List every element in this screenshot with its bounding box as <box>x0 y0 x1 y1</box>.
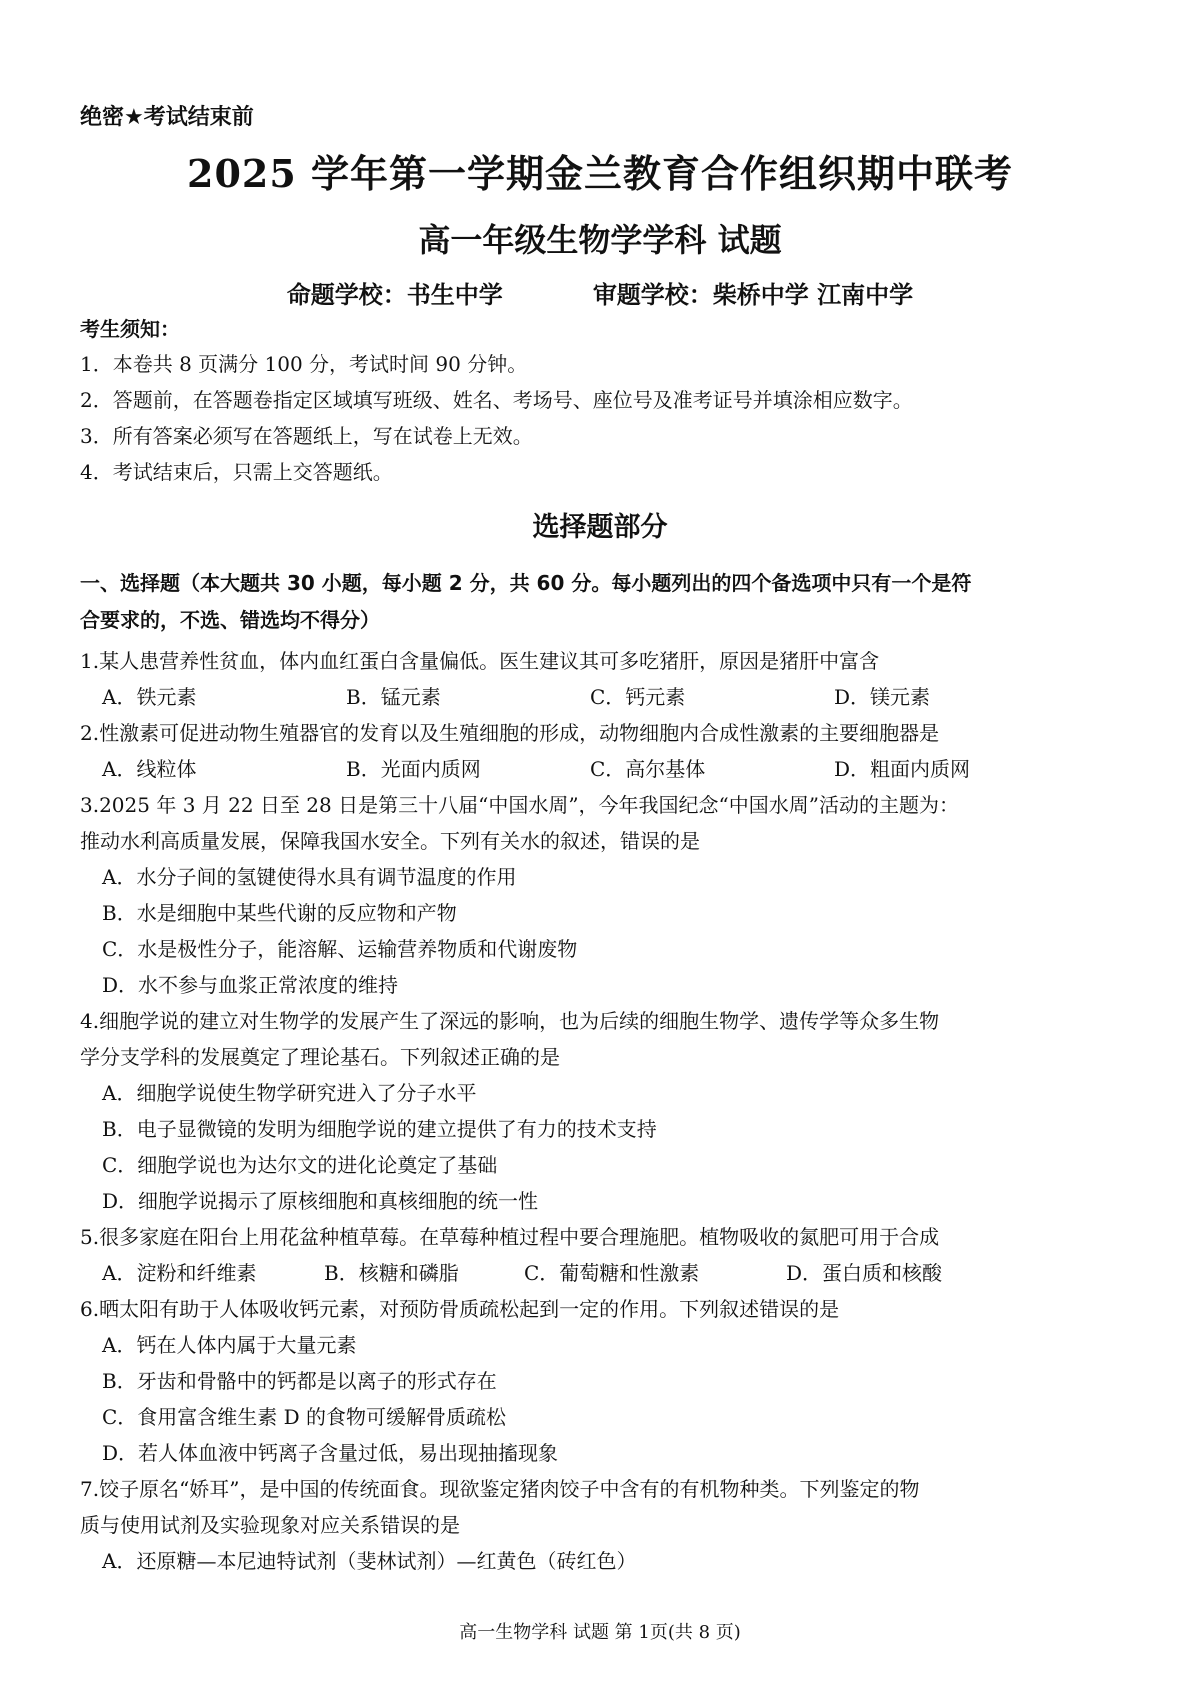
question-1 <box>80 643 1140 715</box>
option-d: D．水不参与血浆正常浓度的维持 <box>102 973 399 997</box>
option-d: D．细胞学说揭示了原核细胞和真核细胞的统一性 <box>102 1189 539 1213</box>
option-row <box>80 679 1140 715</box>
question-2 <box>80 715 1140 787</box>
option-a: A．钙在人体内属于大量元素 <box>102 1333 357 1357</box>
question-stem: 7.饺子原名“娇耳”，是中国的传统面食。现欲鉴定猪肉饺子中含有的有机物种类。下列鉴定的物 <box>80 1477 920 1501</box>
question-stem: 学分支学科的发展奠定了理论基石。下列叙述正确的是 <box>80 1045 560 1069</box>
question-stem: 推动水利高质量发展，保障我国水安全。下列有关水的叙述，错误的是 <box>80 829 700 853</box>
question-list <box>80 643 1140 1579</box>
option-b: B．光面内质网 <box>346 757 481 781</box>
option-c: C．钙元素 <box>590 685 686 709</box>
question-stem: 5.很多家庭在阳台上用花盆种植草莓。在草莓种植过程中要合理施肥。植物吸收的氮肥可用于合成 <box>80 1225 940 1249</box>
option-row <box>80 751 1140 787</box>
option-d: D．蛋白质和核酸 <box>786 1261 943 1285</box>
option-c: C．葡萄糖和性激素 <box>524 1261 700 1285</box>
subject-title: 高一年级生物学学科 试题 <box>418 221 782 259</box>
part-instructions <box>80 565 1130 639</box>
option-a: A．水分子间的氢键使得水具有调节温度的作用 <box>102 865 517 889</box>
option-a: A．淀粉和纤维素 <box>102 1261 257 1285</box>
question-stem: 4.细胞学说的建立对生物学的发展产生了深远的影响，也为后续的细胞生物学、遗传学等众多生物 <box>80 1009 940 1033</box>
option-b: B．牙齿和骨骼中的钙都是以离子的形式存在 <box>102 1369 497 1393</box>
question-stem: 质与使用试剂及实验现象对应关系错误的是 <box>80 1513 460 1537</box>
part-instructions-line: 一、选择题（本大题共 30 小题，每小题 2 分，共 60 分。每小题列出的四个备选项中只有一个是符 <box>80 571 972 595</box>
option-a: A．线粒体 <box>102 757 197 781</box>
question-stem: 6.晒太阳有助于人体吸收钙元素，对预防骨质疏松起到一定的作用。下列叙述错误的是 <box>80 1297 840 1321</box>
option-a: A．细胞学说使生物学研究进入了分子水平 <box>102 1081 477 1105</box>
question-stem: 1.某人患营养性贫血，体内血红蛋白含量偏低。医生建议其可多吃猪肝，原因是猪肝中富含 <box>80 649 880 673</box>
option-c: C．高尔基体 <box>590 757 706 781</box>
question-stem: 2.性激素可促进动物生殖器官的发育以及生殖细胞的形成，动物细胞内合成性激素的主要细胞器是 <box>80 721 940 745</box>
confidential-label: 绝密★考试结束前 <box>80 105 254 130</box>
option-b: B．锰元素 <box>346 685 441 709</box>
author-school: 命题学校：书生中学 <box>286 281 503 309</box>
option-row <box>80 1255 1140 1291</box>
option-c: C．细胞学说也为达尔文的进化论奠定了基础 <box>102 1153 498 1177</box>
option-d: D．粗面内质网 <box>834 757 971 781</box>
question-5 <box>80 1219 1140 1291</box>
page-footer: 高一生物学科 试题 第 1页(共 8 页) <box>459 1622 741 1643</box>
option-a: A．铁元素 <box>102 685 197 709</box>
notice-heading: 考生须知： <box>80 317 180 341</box>
exam-title: 2025 学年第一学期金兰教育合作组织期中联考 <box>187 151 1013 196</box>
question-7 <box>80 1471 1140 1579</box>
question-6 <box>80 1291 1140 1471</box>
option-d: D．镁元素 <box>834 685 931 709</box>
section-title: 选择题部分 <box>532 512 668 543</box>
question-4 <box>80 1003 1140 1219</box>
question-3 <box>80 787 1140 1003</box>
option-c: C．食用富含维生素 D 的食物可缓解骨质疏松 <box>102 1405 507 1429</box>
notice-item: 3．所有答案必须写在答题纸上，写在试卷上无效。 <box>80 424 533 448</box>
schools-line <box>0 275 1200 310</box>
review-school: 审题学校：柴桥中学 江南中学 <box>592 281 914 309</box>
notice-item: 2．答题前，在答题卷指定区域填写班级、姓名、考场号、座位号及准考证号并填涂相应数字。 <box>80 388 913 412</box>
candidate-notice <box>80 312 1140 490</box>
option-b: B．核糖和磷脂 <box>324 1261 459 1285</box>
notice-item: 4．考试结束后，只需上交答题纸。 <box>80 460 393 484</box>
question-stem: 3.2025 年 3 月 22 日至 28 日是第三十八届“中国水周”，今年我国纪念“中国水周”活动的主题为： <box>80 793 960 817</box>
notice-item: 1．本卷共 8 页满分 100 分，考试时间 90 分钟。 <box>80 352 528 376</box>
option-a: A．还原糖—本尼迪特试剂（斐林试剂）—红黄色（砖红色） <box>102 1549 637 1573</box>
option-b: B．电子显微镜的发明为细胞学说的建立提供了有力的技术支持 <box>102 1117 657 1141</box>
option-c: C．水是极性分子，能溶解、运输营养物质和代谢废物 <box>102 937 578 961</box>
option-d: D．若人体血液中钙离子含量过低，易出现抽搐现象 <box>102 1441 559 1465</box>
part-instructions-line: 合要求的，不选、错选均不得分） <box>80 608 380 632</box>
option-b: B．水是细胞中某些代谢的反应物和产物 <box>102 901 457 925</box>
